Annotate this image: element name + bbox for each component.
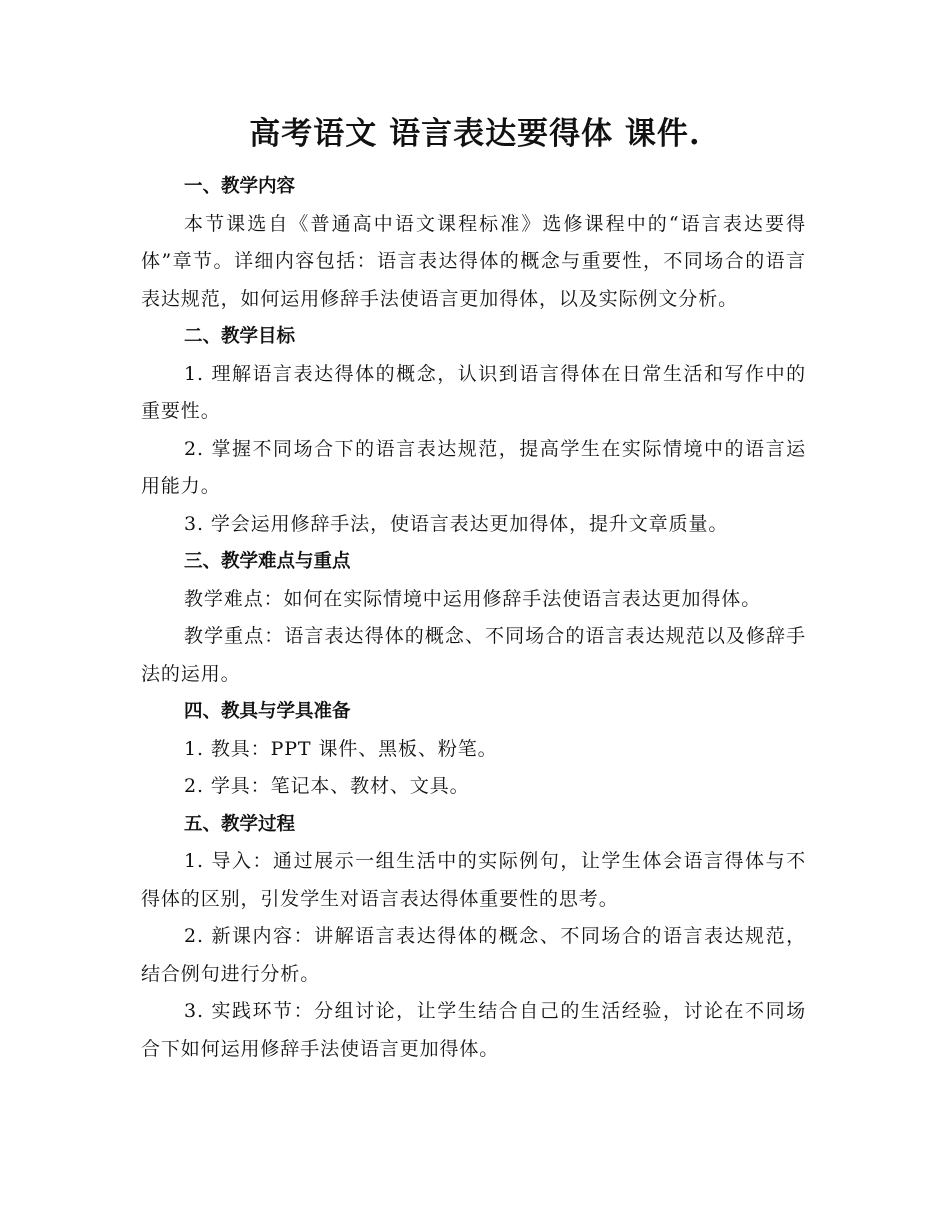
section-heading-difficulties: 三、教学难点与重点 xyxy=(184,551,351,572)
section-paragraph: 3. 实践环节：分组讨论，让学生结合自己的生活经验，讨论在不同场合下如何运用修辞手法使语言更加得体。 xyxy=(141,1000,806,1060)
section-paragraph: 2. 学具：笔记本、教材、文具。 xyxy=(184,775,470,797)
section-paragraph: 1. 教具：PPT 课件、黑板、粉笔。 xyxy=(184,737,498,760)
section-paragraph: 本节课选自《普通高中语文课程标准》选修课程中的“语言表达要得体”章节。详细内容包括：语言表达得体的概念与重要性，不同场合的语言表达规范，如何运用修辞手法使语言更加得体，以及实际例文分析。 xyxy=(141,212,806,310)
section-paragraph: 教学重点：语言表达得体的概念、不同场合的语言表达规范以及修辞手法的运用。 xyxy=(141,625,806,685)
section-paragraph: 2. 掌握不同场合下的语言表达规范，提高学生在实际情境中的语言运用能力。 xyxy=(141,437,806,497)
document-title: 高考语文 语言表达要得体 课件. xyxy=(249,116,701,152)
section-paragraph: 1. 导入：通过展示一组生活中的实际例句，让学生体会语言得体与不得体的区别，引发学生对语言表达得体重要性的思考。 xyxy=(141,850,806,910)
section-paragraph: 教学难点：如何在实际情境中运用修辞手法使语言表达更加得体。 xyxy=(184,587,762,610)
document-body xyxy=(141,168,806,1068)
section-heading-materials: 四、教具与学具准备 xyxy=(184,701,351,722)
section-paragraph: 3. 学会运用修辞手法，使语言表达更加得体，提升文章质量。 xyxy=(184,512,729,535)
section-heading-process: 五、教学过程 xyxy=(184,813,296,835)
section-paragraph: 1. 理解语言表达得体的概念，认识到语言得体在日常生活和写作中的重要性。 xyxy=(141,362,806,422)
section-heading-content: 一、教学内容 xyxy=(184,176,296,197)
section-paragraph: 2. 新课内容：讲解语言表达得体的概念、不同场合的语言表达规范，结合例句进行分析。 xyxy=(141,925,806,985)
section-heading-objectives: 二、教学目标 xyxy=(184,326,296,347)
